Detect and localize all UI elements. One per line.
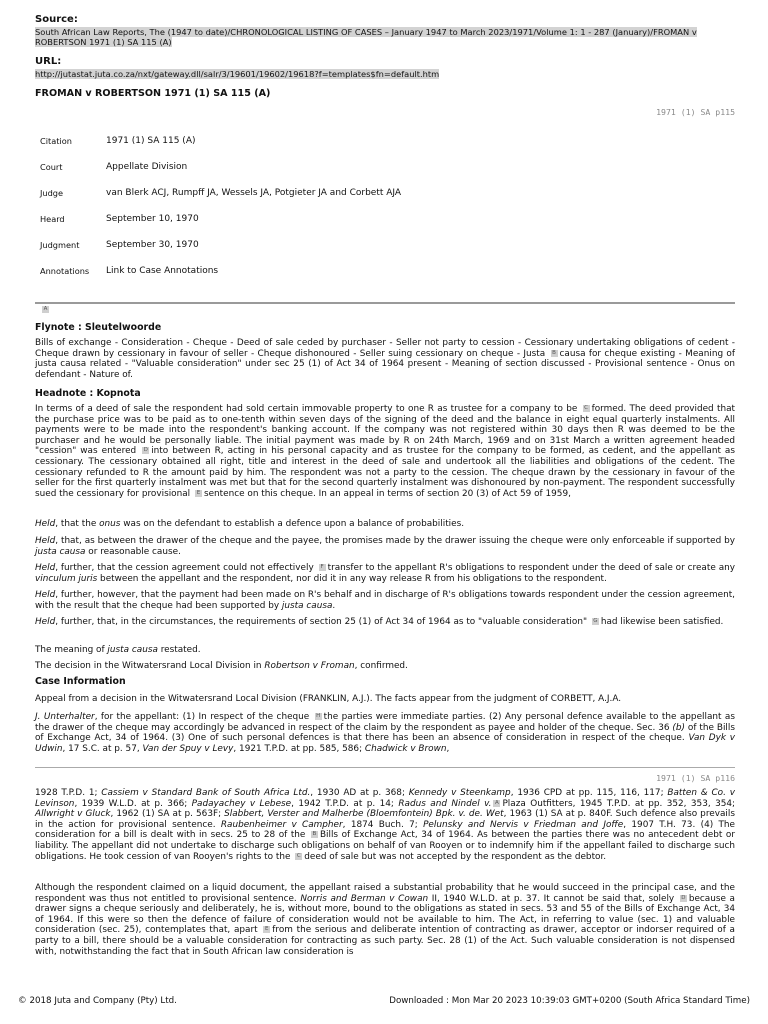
page2-argument: Although the respondent claimed on a liquid document, the appellant raised a substantial probability that he would succeed in the principal case, and the respondent was thus not entitled to provisional sentence. Norris and Berman v Cowan II, 1940 W.L.D. at p. 37. It cannot be said that, solely D because a drawer signs a cheque seriously and deliberately, he is, without more, bound to the obligations as stated in secs. 53 and 55 of the Bills of Exchange Act, 34 of 1964. If this were so then the defence of failure of consideration would not be available to him. The Act, in referring to value (sec. 1) and valuable consideration (sec. 25), contemplates that, apart E from the serious and deliberate intention of contracting as drawer, acceptor or indorser required of a party to a bill, there should be a valuable consideration for contracting as such party. Sec. 28 (1) of the Act. Such valuable consideration is not dispensed with, notwithstanding the fact that in South African law consideration is bbox=[35, 883, 735, 957]
margin-marker: D bbox=[681, 894, 686, 901]
margin-marker: A bbox=[495, 799, 499, 806]
margin-marker: D bbox=[143, 447, 148, 454]
metadata-row bbox=[33, 206, 401, 232]
headnote-heading: Headnote : Kopnota bbox=[35, 388, 141, 399]
metadata-row bbox=[33, 258, 401, 284]
margin-marker: H bbox=[316, 713, 321, 719]
held-onus: Held, that the onus was on the defendant to establish a defence upon a balance of probabilities. bbox=[35, 519, 465, 529]
metadata-value: Appellate Division bbox=[106, 161, 188, 172]
margin-marker: E bbox=[196, 489, 201, 496]
margin-marker: C bbox=[584, 405, 589, 411]
metadata-value: September 10, 1970 bbox=[106, 213, 199, 224]
url-link[interactable]: http://jutastat.juta.co.za/nxt/gateway.dll/salr/3/19601/19602/19618?f=templates$fn=default.htm bbox=[35, 69, 440, 79]
source-label: Source: bbox=[35, 14, 78, 25]
section-divider bbox=[35, 302, 735, 304]
metadata-value: September 30, 1970 bbox=[106, 239, 199, 250]
url-label: URL: bbox=[35, 56, 62, 67]
margin-marker: A bbox=[43, 306, 48, 312]
margin-marker: F bbox=[320, 564, 324, 570]
argument-text: J. Unterhalter, for the appellant: (1) In respect of the cheque H the parties were immediate parties. (2) Any personal defence available to the appellant as the drawer of the cheque may accordingly be advanced in respect of the claim by the respondent as payee and holder of the cheque. Sec. 36 (b) of the Bills of Exchange Act, 34 of 1964. (3) One of such personal defences is that there has been an absence of consideration in respect of the cheque. Van Dyk v Udwin, 17 S.C. at p. 57, Van der Spuy v Levy, 1921 T.P.D. at pp. 585, 586; Chadwick v Brown, bbox=[35, 712, 735, 754]
margin-marker: B bbox=[312, 831, 317, 838]
case-metadata-table bbox=[33, 128, 401, 284]
metadata-key: Court bbox=[40, 161, 63, 172]
metadata-row bbox=[33, 154, 401, 180]
annotations-link[interactable]: Link to Case Annotations bbox=[106, 265, 219, 276]
metadata-key: Citation bbox=[40, 135, 72, 146]
held-consideration: Held, further, that, in the circumstances, the requirements of section 25 (1) of Act 34 of 1964 as to "valuable consideration" G had likewise been satisfied. bbox=[35, 617, 724, 627]
decision-confirmed: The decision in the Witwatersrand Local Division in Robertson v Froman, confirmed. bbox=[35, 661, 408, 671]
appeal-text: Appeal from a decision in the Witwatersrand Local Division (FRANKLIN, A.J.). The facts appear from the judgment of CORBETT, A.J.A. bbox=[35, 694, 622, 704]
headnote-text: In terms of a deed of sale the respondent had sold certain immovable property to one R as trustee for a company to be C formed. The deed provided that the purchase price was to be paid as to one-tenth within seven days of the signing of the deed and the balance in eight equal quarterly instalments. All payments were to be made into the respondent's banking account. If the company was not registered within 30 days then R was deemed to be the purchaser and he would be personally liable. The initial payment was made by R on 24th March, 1969 and on 31st March a written agreement headed "cession" was entered D into between R, acting in his personal capacity and as trustee for the company to be formed, as cedent, and the appellant as cessionary. The cessionary obtained all right, title and interest in the deed of sale and undertook all the liabilities and obligations of the cedent. The cessionary refunded to R the amount paid by him. The respondent was not a party to the cession. The cheque drawn by the cessionary in favour of the seller for the first quarterly instalment was met but that for the second quarterly instalment was dishonoured by non-payment. The respondent successfully sued the cessionary for provisional E sentence on this cheque. In an appeal in terms of section 20 (3) of Act 59 of 1959, bbox=[35, 404, 735, 499]
metadata-value: 1971 (1) SA 115 (A) bbox=[106, 135, 196, 146]
margin-marker: C bbox=[296, 852, 301, 859]
metadata-row bbox=[33, 128, 401, 154]
metadata-value: van Blerk ACJ, Rumpff JA, Wessels JA, Potgieter JA and Corbett AJA bbox=[106, 187, 402, 198]
held-justa-causa: Held, that, as between the drawer of the cheque and the payee, the promises made by the drawer issuing the cheque were only enforceable if supported by justa causa or reasonable cause. bbox=[35, 536, 735, 557]
held-cession: Held, further, that the cession agreement could not effectively F transfer to the appellant R's obligations to respondent under the deed of sale or create any vinculum juris between the appellant and the respondent, nor did it in any way release R from his obligations to the respondent. bbox=[35, 563, 736, 584]
case-info-heading: Case Information bbox=[35, 676, 126, 687]
metadata-row bbox=[33, 232, 401, 258]
margin-marker: E bbox=[265, 926, 269, 933]
source-path[interactable]: South African Law Reports, The (1947 to date)/CHRONOLOGICAL LISTING OF CASES – January 1947 to March 2023/1971/Volume 1: 1 - 287 (January)/FROMAN v ROBERTSON 1971 (1) SA 115 (A) bbox=[35, 27, 697, 48]
metadata-key: Judgment bbox=[40, 239, 80, 250]
margin-marker: B bbox=[552, 349, 556, 356]
flynote-heading: Flynote : Sleutelwoorde bbox=[35, 322, 162, 333]
margin-marker: G bbox=[593, 618, 598, 624]
held-payment: Held, further, however, that the payment had been made on R's behalf and in discharge of R's obligations towards respondent under the cession agreement, with the result that the cheque had been supported by justa causa. bbox=[35, 590, 735, 611]
metadata-row bbox=[33, 180, 401, 206]
metadata-key: Judge bbox=[40, 187, 64, 198]
case-title: FROMAN v ROBERTSON 1971 (1) SA 115 (A) bbox=[35, 88, 271, 99]
metadata-key: Heard bbox=[40, 213, 65, 224]
metadata-key: Annotations bbox=[40, 265, 90, 276]
page2-citations: 1928 T.P.D. 1; Cassiem v Standard Bank of South Africa Ltd., 1930 AD at p. 368; Kennedy v Steenkamp, 1936 CPD at pp. 115, 116, 117; Batten & Co. v Levinson, 1939 W.L.D. at p. 366; Padayachey v Lebese, 1942 T.P.D. at p. 14; Radus and Nindel v. A Plaza Outfitters, 1945 T.P.D. at pp. 352, 353, 354; Allwright v Gluck, 1962 (1) SA at p. 563F; Slabbert, Verster and Malherbe (Bloemfontein) Bpk. v. de. Wet, 1963 (1) SA at p. 840F. Such defence also prevails in the action for provisional sentence. Raubenheimer v Campher, 1874 Buch. 7; Pelunsky and Nervis v Friedman and Joffe, 1907 T.H. 73. (4) The consideration for a bill is dealt with in secs. 25 to 28 of the B Bills of Exchange Act, 34 of 1964. As between the parties there was no antecedent debt or liability. The appellant did not undertake to discharge such obligations on behalf of van Rooyen or to indemnify him if the appellant failed to discharge such obligations. He took cession of van Rooyen's rights to the C deed of sale but was not accepted by the respondent as the debtor. bbox=[35, 788, 736, 862]
page-divider bbox=[35, 767, 735, 768]
meaning-restated: The meaning of justa causa restated. bbox=[35, 645, 201, 655]
footer-downloaded: Downloaded : Mon Mar 20 2023 10:39:03 GMT+0200 (South Africa Standard Time) bbox=[389, 996, 750, 1006]
page-reference: 1971 (1) SA p115 bbox=[656, 107, 735, 117]
footer-copyright: © 2018 Juta and Company (Pty) Ltd. bbox=[18, 996, 177, 1006]
page-reference: 1971 (1) SA p116 bbox=[656, 773, 735, 783]
flynote-text: Bills of exchange - Consideration - Cheque - Deed of sale ceded by purchaser - Seller not party to cession - Cessionary undertaking obligations of cedent - Cheque drawn by cessionary in favour of seller - Cheque dishonoured - Seller suing cessionary on cheque - Justa B causa for cheque existing - Meaning of justa causa related - "Valuable consideration" under sec 25 (1) of Act 34 of 1964 present - Meaning of section discussed - Provisional sentence - Onus on defendant - Nature of. bbox=[35, 338, 735, 380]
